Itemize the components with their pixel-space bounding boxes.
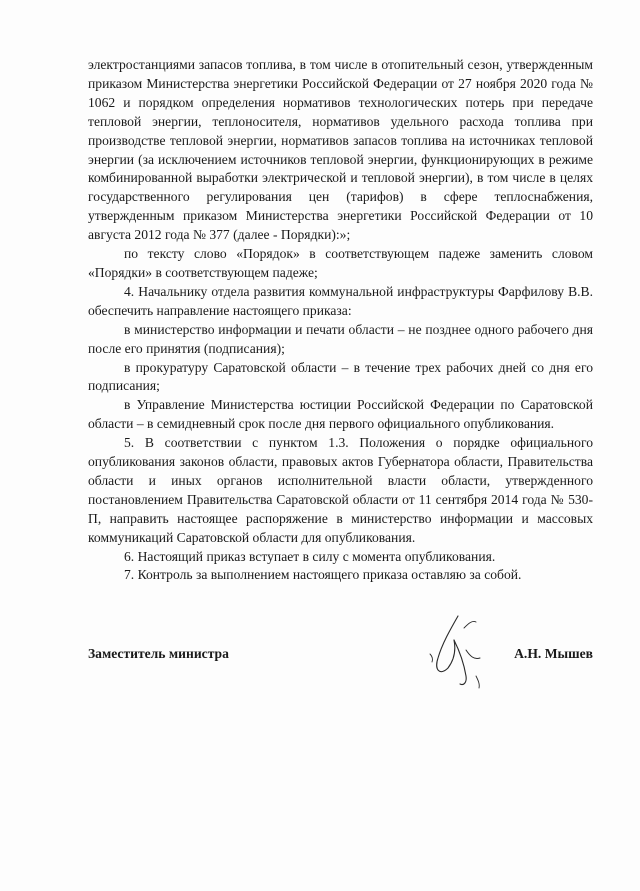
paragraph-item-4: 4. Начальнику отдела развития коммунальной инфраструктуры Фарфилову В.В. обеспечить направление настоящего приказа: bbox=[88, 283, 593, 318]
paragraph-justice-ministry: в Управление Министерства юстиции Российской Федерации по Саратовской области – в семидневный срок после дня первого официального опубликования. bbox=[88, 397, 593, 432]
paragraph-prosecutor: в прокуратуру Саратовской области – в течение трех рабочих дней со дня его подписания; bbox=[88, 359, 593, 394]
document-body bbox=[88, 56, 593, 585]
paragraph-item-6: 6. Настоящий приказ вступает в силу с момента опубликования. bbox=[124, 548, 496, 564]
paragraph-ministry-information: в министерство информации и печати области – не позднее одного рабочего дня после его принятия (подписания); bbox=[88, 321, 593, 356]
signature-block bbox=[88, 646, 593, 670]
handwritten-signature bbox=[420, 610, 490, 690]
paragraph-item-7: 7. Контроль за выполнением настоящего приказа оставляю за собой. bbox=[124, 567, 522, 583]
signatory-name: А.Н. Мышев bbox=[514, 646, 593, 661]
paragraph-replace-word: по тексту слово «Порядок» в соответствующем падеже заменить словом «Порядки» в соответствующем падеже; bbox=[88, 246, 593, 280]
paragraph-item-5: 5. В соответствии с пунктом 1.3. Положения о порядке официального опубликования законов области, правовых актов Губернатора области, Правительства области и иных органов исполнительной власти области, утвержденного постановлением Правительства Саратовской области от 11 сентября 2014 года № 530-П, направить настоящее распоряжение в министерство информации и массовых коммуникаций Саратовской области для опубликования. bbox=[88, 435, 593, 545]
signatory-title: Заместитель министра bbox=[88, 646, 229, 661]
paragraph-continuation: электростанциями запасов топлива, в том числе в отопительный сезон, утвержденным приказом Министерства энергетики Российской Федерации от 27 ноября 2020 года № 1062 и порядком определения нормативов технологических потерь при передаче тепловой энергии, теплоносителя, нормативов удельного расхода топлива при производстве тепловой энергии, нормативов запасов топлива на источниках тепловой энергии (за исключением источников тепловой энергии, функционирующих в режиме комбинированной выработки электрической и тепловой энергии), в том числе в целях государственного регулирования цен (тарифов) в сфере теплоснабжения, утвержденным приказом Министерства энергетики Российской Федерации от 10 августа 2012 года № 377 (далее - Порядки):»; bbox=[88, 57, 593, 243]
